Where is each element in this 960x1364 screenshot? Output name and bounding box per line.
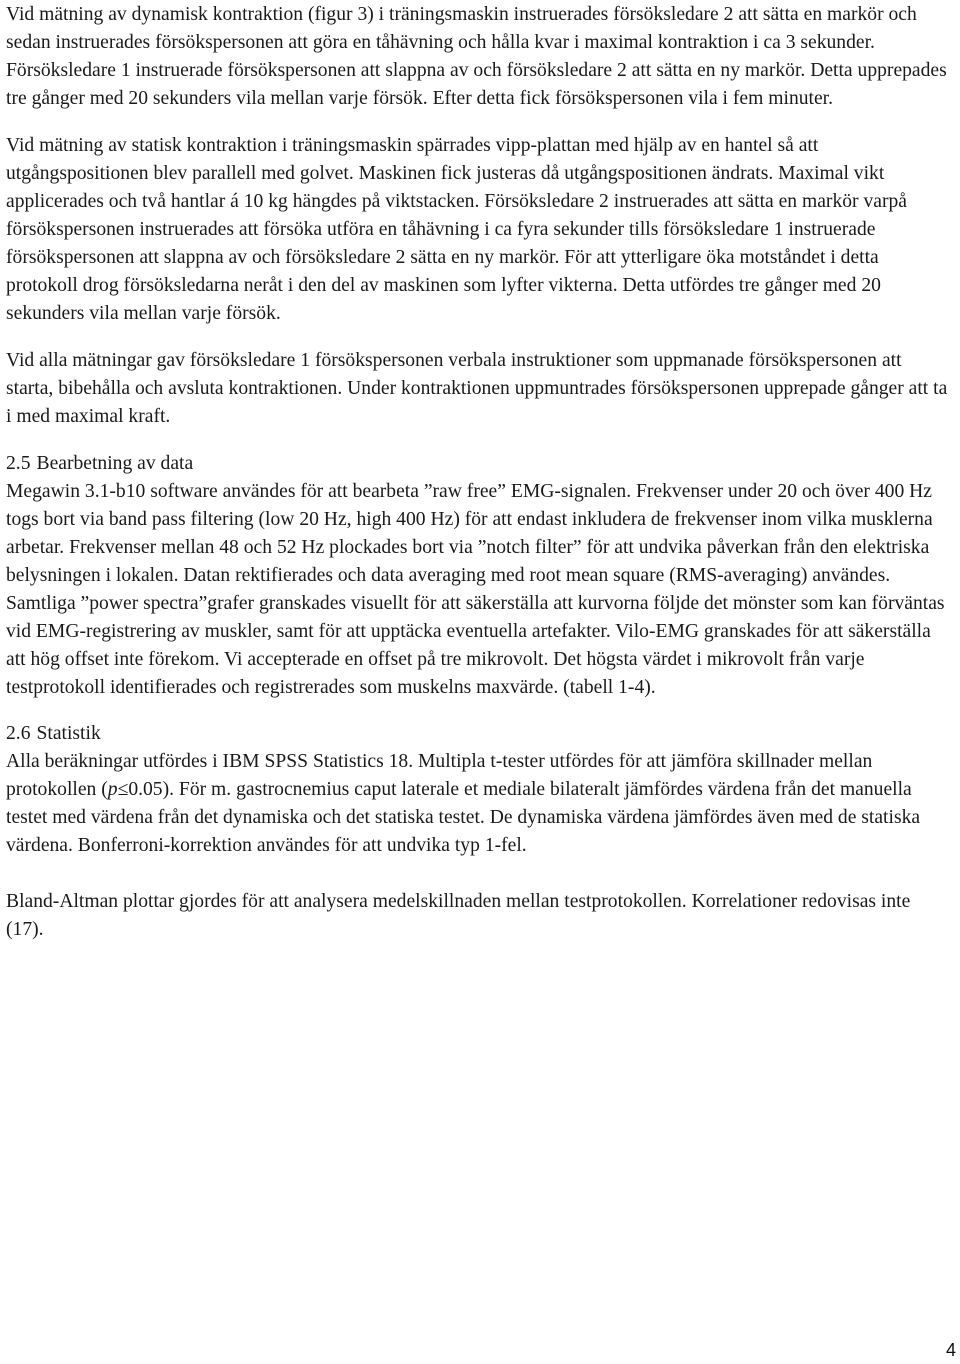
paragraph-static-contraction: Vid mätning av statisk kontraktion i träningsmaskin spärrades vipp-plattan med hjälp av en hantel så att utgångspositionen blev parallell med golvet. Maskinen fick justeras då utgångspositionen ändrats. Maximal vikt applicerades och två hantlar á 10 kg hängdes på viktstacken. Försöksledare 2 instruerades att sätta en markör varpå försökspersonen instruerades att försöka utföra en tåhävning i ca fyra sekunder tills försöksledare 1 instruerade försökspersonen att slappna av och försöksledare 2 sätta en ny markör. För att ytterligare öka motståndet i detta protokoll drog försöksledarna neråt i den del av maskinen som lyfter vikterna. Detta utfördes tre gånger med 20 sekunders vila mellan varje försök.	[6, 135, 907, 324]
paragraph-bland-altman: Bland-Altman plottar gjordes för att analysera medelskillnaden mellan testprotokollen. Korrelationer redovisas inte (17).	[6, 891, 911, 940]
section-number: 2.6	[6, 723, 31, 744]
section-number: 2.5	[6, 453, 31, 474]
statistics-text-end: ≤0.05). För m. gastrocnemius caput laterale et mediale bilateralt jämfördes värdena från det manuella testet med värdena från det dynamiska och det statiska testet. De dynamiska värdena jämfördes även med de statiska värdena. Bonferroni-korrektion användes för att undvika typ 1-fel.	[6, 779, 921, 856]
section-heading-2-5	[6, 450, 950, 478]
paragraph-statistics	[6, 748, 950, 860]
paragraph-verbal-instructions: Vid alla mätningar gav försöksledare 1 försökspersonen verbala instruktioner som uppmanade försökspersonen att starta, bibehålla och avsluta kontraktionen. Under kontraktionen uppmuntrades försökspersonen upprepade gånger att ta i med maximal kraft.	[6, 350, 948, 427]
section-title: Statistik	[36, 723, 101, 744]
document-page	[6, 0, 950, 944]
section-heading-2-6	[6, 720, 950, 748]
paragraph-data-processing: Megawin 3.1-b10 software användes för att bearbeta ”raw free” EMG-signalen. Frekvenser under 20 och över 400 Hz togs bort via band pass filtering (low 20 Hz, high 400 Hz) för att endast inkludera de frekvenser inom vilka musklerna arbetar. Frekvenser mellan 48 och 52 Hz plockades bort via ”notch filter” för att undvika påverkan från den elektriska belysningen i lokalen. Datan rektifierades och data averaging med root mean square (RMS-averaging) användes. Samtliga ”power spectra”grafer granskades visuellt för att säkerställa att kurvorna följde det mönster som kan förväntas vid EMG-registrering av muskler, samt för att upptäcka eventuella artefakter. Vilo-EMG granskades för att säkerställa att hög offset inte förekom. Vi accepterade en offset på tre mikrovolt. Det högsta värdet i mikrovolt från varje testprotokoll identifierades och registrerades som muskelns maxvärde. (tabell 1-4).	[6, 481, 945, 698]
section-title: Bearbetning av data	[36, 453, 194, 474]
paragraph-dynamic-contraction: Vid mätning av dynamisk kontraktion (figur 3) i träningsmaskin instruerades försöksledare 2 att sätta en markör och sedan instruerades försökspersonen att göra en tåhävning och hålla kvar i maximal kontraktion i ca 3 sekunder. Försöksledare 1 instruerade försökspersonen att slappna av och försöksledare 2 att sätta en ny markör. Detta upprepades tre gånger med 20 sekunders vila mellan varje försök. Efter detta fick försökspersonen vila i fem minuter.	[6, 4, 947, 109]
page-number: 4	[945, 1340, 956, 1360]
statistics-text-start: Alla beräkningar utfördes i IBM SPSS Statistics 18. Multipla t-tester utfördes för att jämföra skillnader mellan protokollen (	[6, 751, 873, 800]
p-value-symbol: p	[107, 779, 118, 800]
